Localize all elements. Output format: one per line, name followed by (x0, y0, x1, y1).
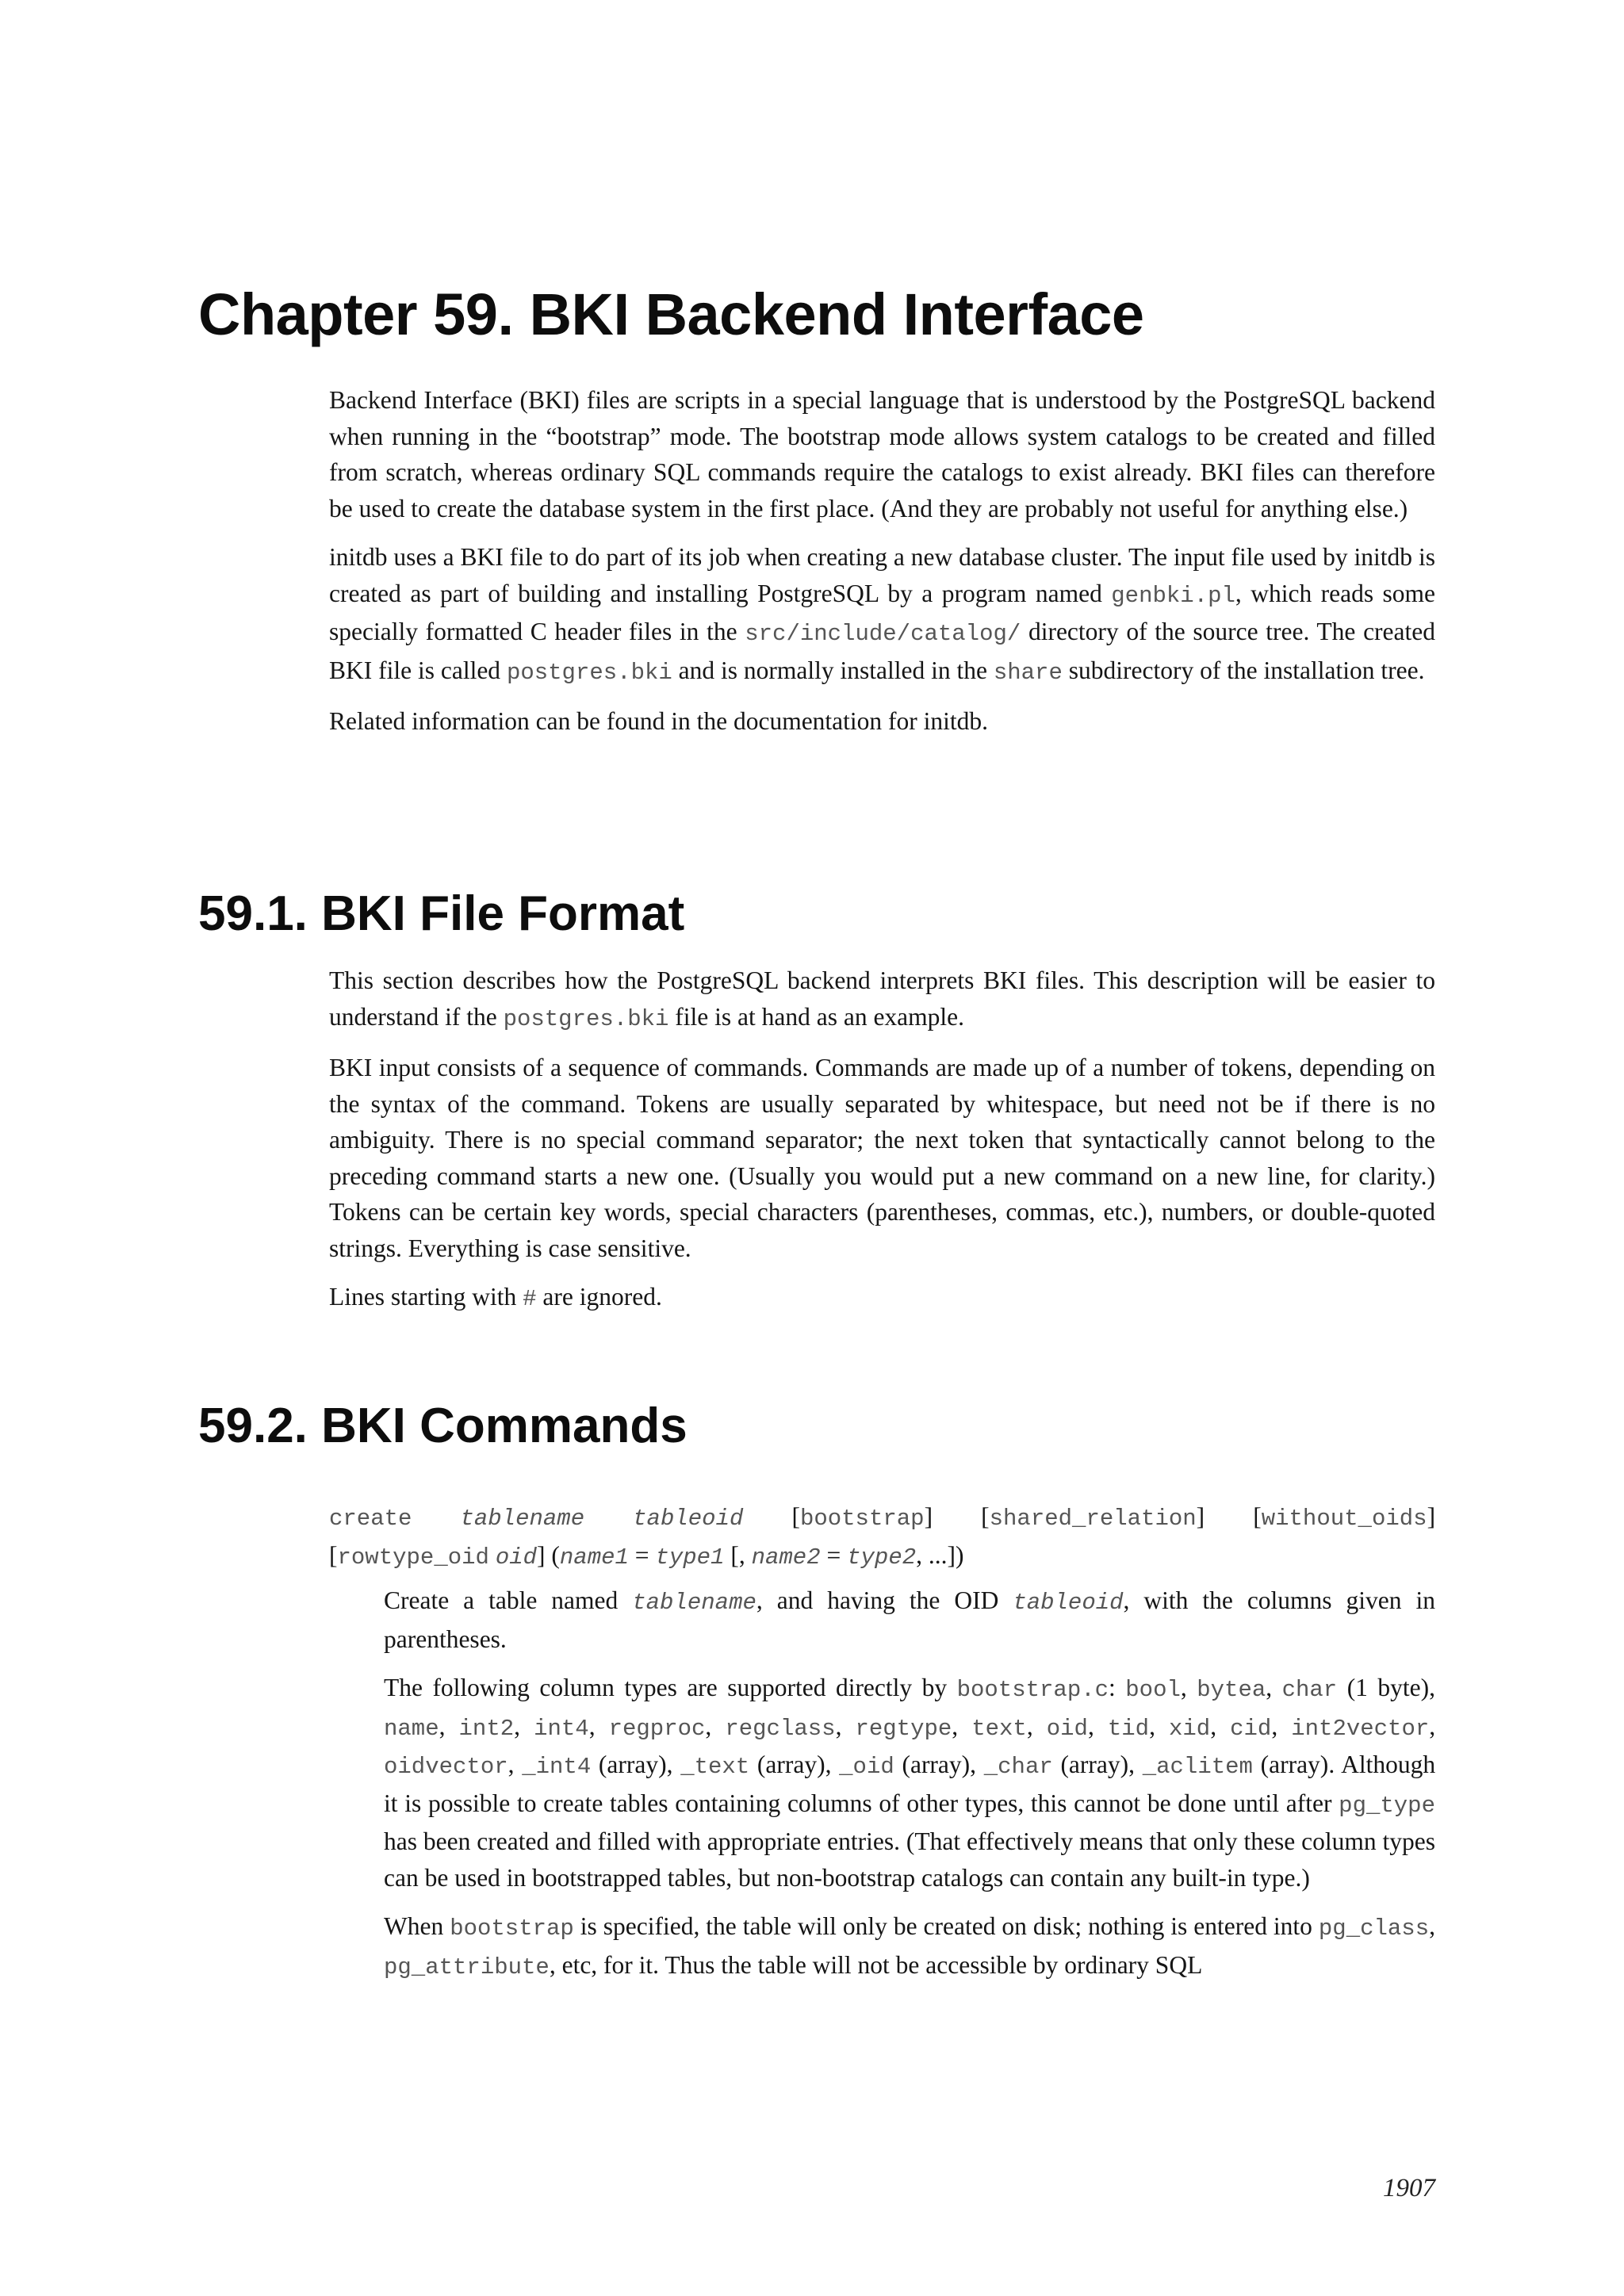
code-pg-attribute: pg_attribute (384, 1954, 550, 1980)
intro-paragraph-3: Related information can be found in the documentation for initdb. (329, 707, 989, 735)
section-title-file-format: 59.1. BKI File Format (198, 886, 685, 941)
code-tablename: tablename (632, 1590, 756, 1616)
intro-paragraph-2: initdb uses a BKI file to do part of its job when creating a new database cluster. The input file used by initdb is created as part of building and installing PostgreSQL by a program named genbki.pl, which reads some specially formatted C header files in the src/include/catalog/ directory of the source tree. The created BKI file is called postgres.bki and is normally installed in the share subdirectory of the installation tree. (329, 543, 1436, 686)
synopsis-line: create tablename tableoid [bootstrap] [shared_relation] [without_oids] [rowtype_oid oid] (name1 = type1 [, name2 = type2, ...]) (329, 1502, 1436, 1571)
code-genbki: genbki.pl (1111, 582, 1235, 609)
section-title-commands: 59.2. BKI Commands (198, 1399, 688, 1453)
intro-paragraph-1: Backend Interface (BKI) files are scripts in a special language that is understood by the PostgreSQL backend when running in the “bootstrap” mode. The bootstrap mode allows system catalogs to be created and filled from scratch, whereas ordinary SQL commands require the catalogs to exist already. BKI files can therefore be used to create the database system in the first place. (And they are probably not useful for anything else.) (329, 386, 1435, 522)
code-postgres-bki: postgres.bki (506, 659, 672, 686)
create-description-paragraph-1: Create a table named tablename, and having the OID tableoid, with the columns given in parentheses. (384, 1586, 1435, 1653)
chapter-title: Chapter 59. BKI Backend Interface (198, 281, 1144, 347)
code-bootstrap: bootstrap (450, 1915, 574, 1942)
code-hash: # (523, 1286, 537, 1312)
file-format-paragraph-1: This section describes how the PostgreSQL backend interprets BKI files. This description will be easier to understand if the postgres.bki file is at hand as an example. (329, 966, 1435, 1032)
create-description-paragraph-2: The following column types are supported directly by bootstrap.c: bool, bytea, char (1 byte), name, int2, int4, regproc, regclass, regtype, text, oid, tid, xid, cid, int2vector, oidvector, _int4 (array), _text (array), _oid (array), _char (array), _aclitem (array). Although it is possible to create tables containing columns of other types, this cannot be done until after pg_type has been created and filled with appropriate entries. (That effectively means that only these column types can be used in bootstrapped tables, but non-bootstrap catalogs can contain any built-in type.) (384, 1674, 1436, 1892)
code-share: share (993, 659, 1063, 686)
code-pg-class: pg_class (1318, 1915, 1430, 1942)
chapter-intro (329, 382, 1435, 752)
code-postgres-bki: postgres.bki (503, 1005, 669, 1032)
file-format-paragraph-3: Lines starting with # are ignored. (329, 1283, 662, 1312)
create-command-synopsis (329, 1498, 1435, 1575)
create-command-description (384, 1582, 1435, 1998)
file-format-paragraph-2: BKI input consists of a sequence of commands. Commands are made up of a number of tokens, depending on the syntax of the command. Tokens are usually separated by whitespace, but need not be if there is no ambiguity. There is no special command separator; the next token that syntactically cannot belong to the preceding command starts a new one. (Usually you would put a new command on a new line, for clarity.) Tokens can be certain key words, special characters (parentheses, commas, etc.), numbers, or double-quoted strings. Everything is case sensitive. (329, 1054, 1435, 1262)
code-catalog-dir: src/include/catalog/ (745, 621, 1021, 647)
page-number: 1907 (1383, 2174, 1435, 2202)
create-description-paragraph-3: When bootstrap is specified, the table will only be created on disk; nothing is entered into pg_class, pg_attribute, etc, for it. Thus the table will not be accessible by ordinary SQL (384, 1912, 1435, 1980)
code-tableoid: tableoid (1013, 1590, 1124, 1616)
section-file-format-body (329, 962, 1435, 1330)
